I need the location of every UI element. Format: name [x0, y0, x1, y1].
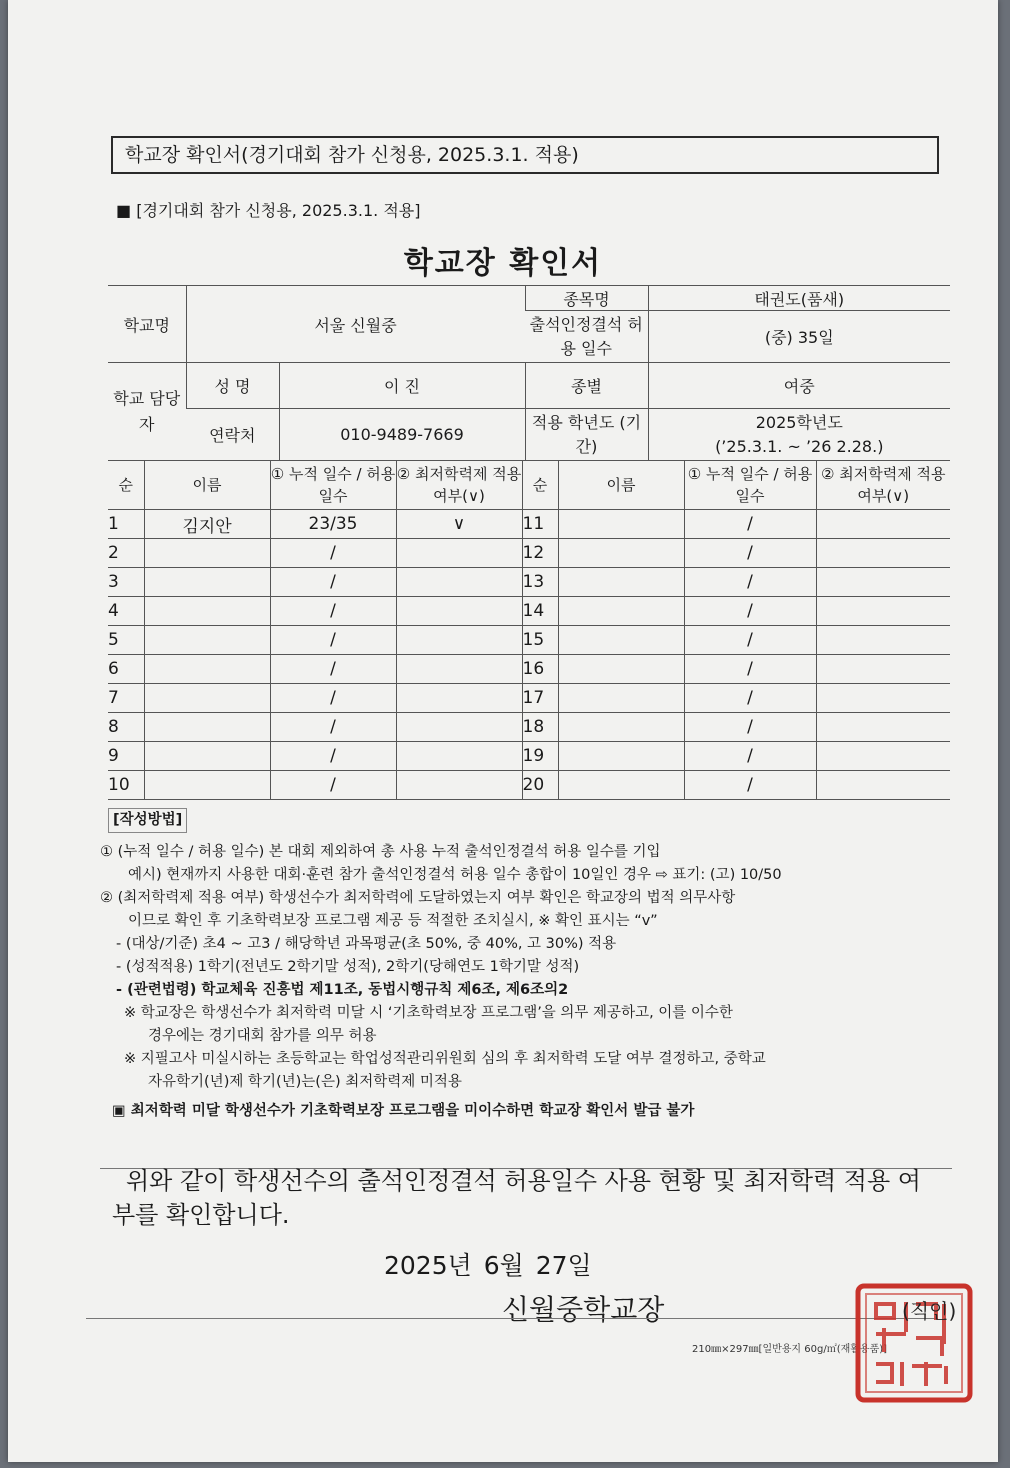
instruction-line: 이므로 확인 후 기초학력보장 프로그램 제공 등 적절한 조치실시, ※ 확인 표시는 “v”: [128, 913, 658, 929]
year-period: (’25.3.1. ~ ’26 2.28.): [715, 436, 884, 456]
header-days: ① 누적 일수 / 허용 일수: [684, 461, 816, 510]
cell-name: [144, 684, 270, 713]
cell-name: [558, 597, 684, 626]
header-name: 이름: [558, 461, 684, 510]
cell-min: [816, 742, 950, 771]
cell-no: 3: [108, 568, 144, 597]
cell-min: [816, 597, 950, 626]
cell-name: [558, 655, 684, 684]
days-value: (중) 35일: [648, 311, 950, 363]
cell-days: /: [270, 655, 396, 684]
sport-label: 종목명: [525, 286, 648, 311]
cell-min: [396, 568, 522, 597]
form-header-box: 학교장 확인서(경기대회 참가 신청용, 2025.3.1. 적용): [111, 136, 939, 174]
cell-no: 7: [108, 684, 144, 713]
cell-min: [816, 568, 950, 597]
divider: [86, 1318, 938, 1319]
name-label: 성 명: [186, 363, 279, 409]
contact-value: 010-9489-7669: [279, 409, 525, 461]
instruction-line: 자유학기(년)제 학기(년)는(은) 최저학력제 미적용: [148, 1074, 462, 1090]
cell-days: /: [684, 568, 816, 597]
name-value: 이 진: [279, 363, 525, 409]
header-min: ② 최저학력제 적용 여부(∨): [396, 461, 522, 510]
cell-min: [396, 713, 522, 742]
instruction-line: - (관련법령) 학교체육 진흥법 제11조, 동법시행규칙 제6조, 제6조의2: [116, 982, 569, 998]
cell-min: [396, 684, 522, 713]
cell-days: /: [270, 771, 396, 800]
form-subheading: ■ [경기대회 참가 신청용, 2025.3.1. 적용]: [116, 201, 421, 220]
table-row: [108, 684, 950, 713]
document-page: [8, 0, 998, 1462]
issue-date: 2025년 6월 27일: [384, 1251, 592, 1280]
cell-days: 23/35: [270, 510, 396, 539]
cell-min: [816, 771, 950, 800]
cell-min: [396, 655, 522, 684]
cell-days: /: [684, 626, 816, 655]
type-label: 종별: [525, 363, 648, 409]
cell-no: 10: [108, 771, 144, 800]
table-row: [108, 771, 950, 800]
cell-no: 15: [522, 626, 558, 655]
cell-name: [144, 597, 270, 626]
instruction-line: - (대상/기준) 초4 ~ 고3 / 해당학년 과목평균(초 50%, 중 40%, 고 30%) 적용: [116, 936, 617, 952]
cell-no: 12: [522, 539, 558, 568]
cell-days: /: [270, 684, 396, 713]
manager-label: 학교 담당자: [108, 363, 186, 461]
table-row: [108, 713, 950, 742]
year-cell: [648, 409, 950, 461]
cell-no: 8: [108, 713, 144, 742]
cell-days: /: [684, 510, 816, 539]
cell-name: [558, 510, 684, 539]
cell-min: [396, 742, 522, 771]
instructions-label: [작성방법]: [108, 808, 187, 833]
cell-no: 18: [522, 713, 558, 742]
cell-days: /: [684, 742, 816, 771]
table-row: [108, 655, 950, 684]
cell-no: 5: [108, 626, 144, 655]
cell-min: [816, 539, 950, 568]
cell-days: /: [270, 597, 396, 626]
cell-no: 4: [108, 597, 144, 626]
cell-no: 9: [108, 742, 144, 771]
cell-days: /: [270, 713, 396, 742]
cell-days: /: [270, 539, 396, 568]
table-row: [108, 626, 950, 655]
instruction-warning: ▣ 최저학력 미달 학생선수가 기초학력보장 프로그램을 미이수하면 학교장 확인서 발급 불가: [112, 1103, 695, 1119]
cell-min: [816, 655, 950, 684]
signer-name: 신월중학교장: [502, 1293, 665, 1326]
table-row: [108, 510, 950, 539]
table-row: [108, 539, 950, 568]
cell-name: [558, 626, 684, 655]
school-value: 서울 신월중: [186, 286, 525, 363]
confirmation-statement: 위와 같이 학생선수의 출석인정결석 허용일수 사용 현황 및 최저학력 적용 여부를 확인합니다.: [112, 1167, 921, 1229]
cell-name: [144, 568, 270, 597]
cell-no: 11: [522, 510, 558, 539]
cell-name: [144, 771, 270, 800]
cell-no: 13: [522, 568, 558, 597]
cell-name: [558, 568, 684, 597]
cell-min: [816, 510, 950, 539]
cell-no: 20: [522, 771, 558, 800]
cell-name: [558, 742, 684, 771]
table-row: [108, 597, 950, 626]
cell-name: [144, 539, 270, 568]
cell-name: [558, 713, 684, 742]
instruction-line: - (성적적용) 1학기(전년도 2학기말 성적), 2학기(당해연도 1학기말 성적): [116, 959, 580, 975]
sport-value: 태권도(품새): [648, 286, 950, 311]
student-table: [108, 460, 950, 800]
cell-no: 14: [522, 597, 558, 626]
instruction-line: ① (누적 일수 / 허용 일수) 본 대회 제외하여 총 사용 누적 출석인정결석 허용 일수를 기입: [100, 844, 661, 860]
cell-name: [144, 742, 270, 771]
cell-name: [558, 771, 684, 800]
instruction-line: ② (최저학력제 적용 여부) 학생선수가 최저학력에 도달하였는지 여부 확인은 학교장의 법적 의무사항: [100, 890, 736, 906]
info-table: [108, 285, 950, 461]
cell-min: [396, 626, 522, 655]
cell-min: [396, 597, 522, 626]
header-no: 순: [108, 461, 144, 510]
cell-min: [396, 771, 522, 800]
paper-spec: 210㎜×297㎜[일반용지 60g/㎡(재활용품)]: [692, 1344, 888, 1355]
cell-no: 17: [522, 684, 558, 713]
year-value: 2025학년도: [755, 412, 843, 432]
cell-days: /: [684, 655, 816, 684]
seal-mark: (직인): [902, 1299, 957, 1323]
table-row: [108, 742, 950, 771]
cell-days: /: [684, 684, 816, 713]
cell-min: ∨: [396, 510, 522, 539]
days-label: 출석인정결석 허용 일수: [525, 311, 648, 363]
year-label: 적용 학년도 (기간): [525, 409, 648, 461]
cell-min: [816, 713, 950, 742]
cell-days: /: [270, 742, 396, 771]
cell-no: 1: [108, 510, 144, 539]
cell-no: 19: [522, 742, 558, 771]
cell-name: 김지안: [144, 510, 270, 539]
instruction-line: 경우에는 경기대회 참가를 의무 허용: [148, 1028, 377, 1044]
cell-name: [558, 684, 684, 713]
table-row: [108, 568, 950, 597]
header-name: 이름: [144, 461, 270, 510]
cell-days: /: [684, 597, 816, 626]
cell-no: 6: [108, 655, 144, 684]
cell-min: [816, 684, 950, 713]
header-no: 순: [522, 461, 558, 510]
instruction-line: ※ 학교장은 학생선수가 최저학력 미달 시 ‘기초학력보장 프로그램’을 의무 제공하고, 이를 이수한: [124, 1005, 733, 1021]
cell-name: [144, 655, 270, 684]
cell-days: /: [684, 713, 816, 742]
instruction-line: ※ 지필고사 미실시하는 초등학교는 학업성적관리위원회 심의 후 최저학력 도달 여부 결정하고, 중학교: [124, 1051, 766, 1067]
header-days: ① 누적 일수 / 허용 일수: [270, 461, 396, 510]
cell-days: /: [270, 568, 396, 597]
cell-name: [144, 713, 270, 742]
header-min: ② 최저학력제 적용 여부(∨): [816, 461, 950, 510]
school-label: 학교명: [108, 286, 186, 363]
contact-label: 연락처: [186, 409, 279, 461]
cell-days: /: [684, 771, 816, 800]
instruction-line: 예시) 현재까지 사용한 대회·훈련 참가 출석인정결석 허용 일수 총합이 10일인 경우 ⇨ 표기: (고) 10/50: [128, 867, 782, 883]
cell-no: 16: [522, 655, 558, 684]
cell-min: [396, 539, 522, 568]
cell-min: [816, 626, 950, 655]
official-seal-icon: [854, 1282, 974, 1404]
cell-no: 2: [108, 539, 144, 568]
cell-days: /: [684, 539, 816, 568]
cell-days: /: [270, 626, 396, 655]
type-value: 여중: [648, 363, 950, 409]
document-title: 학교장 확인서: [403, 246, 603, 281]
cell-name: [144, 626, 270, 655]
instructions: [100, 808, 960, 1123]
cell-name: [558, 539, 684, 568]
